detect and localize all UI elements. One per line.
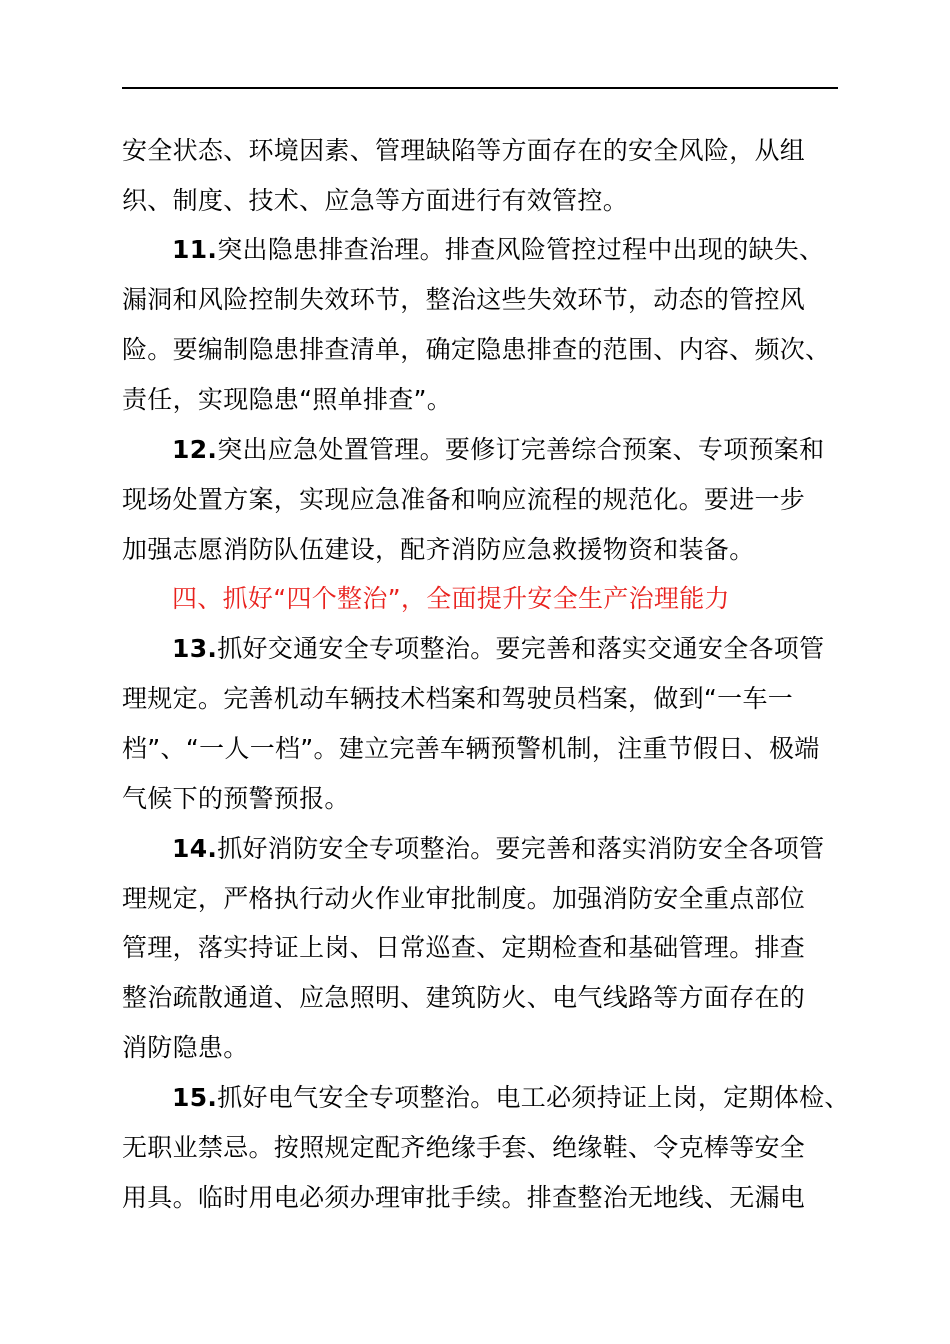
item-number: 13.	[172, 634, 218, 663]
item-12-first-line	[172, 435, 824, 465]
paragraph-line: 气候下的预警预报。	[122, 784, 350, 813]
paragraph-line: 档”、“一人一档”。建立完善车辆预警机制，注重节假日、极端	[122, 734, 820, 763]
item-text: 突出隐患排查治理。排查风险管控过程中出现的缺失、	[217, 235, 825, 264]
paragraph-line: 整治疏散通道、应急照明、建筑防火、电气线路等方面存在的	[122, 983, 806, 1012]
paragraph-line: 险。要编制隐患排查清单，确定隐患排查的范围、内容、频次、	[122, 335, 831, 364]
item-number: 14.	[172, 834, 218, 863]
item-15-first-line	[172, 1083, 850, 1113]
item-11-first-line	[172, 235, 824, 265]
item-number: 15.	[172, 1083, 218, 1112]
paragraph-line: 理规定，严格执行动火作业审批制度。加强消防安全重点部位	[122, 884, 806, 913]
paragraph-line: 安全状态、环境因素、管理缺陷等方面存在的安全风险，从组	[122, 136, 806, 165]
item-text: 抓好电气安全专项整治。电工必须持证上岗，定期体检、	[217, 1083, 850, 1112]
paragraph-line: 责任，实现隐患“照单排查”。	[122, 385, 453, 414]
paragraph-line: 消防隐患。	[122, 1033, 249, 1062]
item-text: 突出应急处置管理。要修订完善综合预案、专项预案和	[217, 435, 825, 464]
item-13-first-line	[172, 634, 824, 664]
paragraph-line: 理规定。完善机动车辆技术档案和驾驶员档案，做到“一车一	[122, 684, 794, 713]
paragraph-line: 现场处置方案，实现应急准备和响应流程的规范化。要进一步	[122, 485, 806, 514]
paragraph-line: 管理，落实持证上岗、日常巡查、定期检查和基础管理。排查	[122, 933, 806, 962]
item-14-first-line	[172, 834, 824, 864]
paragraph-line: 加强志愿消防队伍建设，配齐消防应急救援物资和装备。	[122, 535, 755, 564]
header-rule	[122, 87, 838, 89]
item-number: 11.	[172, 235, 218, 264]
paragraph-line: 用具。临时用电必须办理审批手续。排查整治无地线、无漏电	[122, 1183, 806, 1212]
paragraph-line: 织、制度、技术、应急等方面进行有效管控。	[122, 186, 629, 215]
item-number: 12.	[172, 435, 218, 464]
paragraph-line: 无职业禁忌。按照规定配齐绝缘手套、绝缘鞋、令克棒等安全	[122, 1133, 806, 1162]
item-text: 抓好交通安全专项整治。要完善和落实交通安全各项管	[217, 634, 825, 663]
item-text: 抓好消防安全专项整治。要完善和落实消防安全各项管	[217, 834, 825, 863]
paragraph-line: 漏洞和风险控制失效环节，整治这些失效环节，动态的管控风	[122, 285, 806, 314]
section-heading: 四、抓好“四个整治”，全面提升安全生产治理能力	[172, 584, 730, 613]
